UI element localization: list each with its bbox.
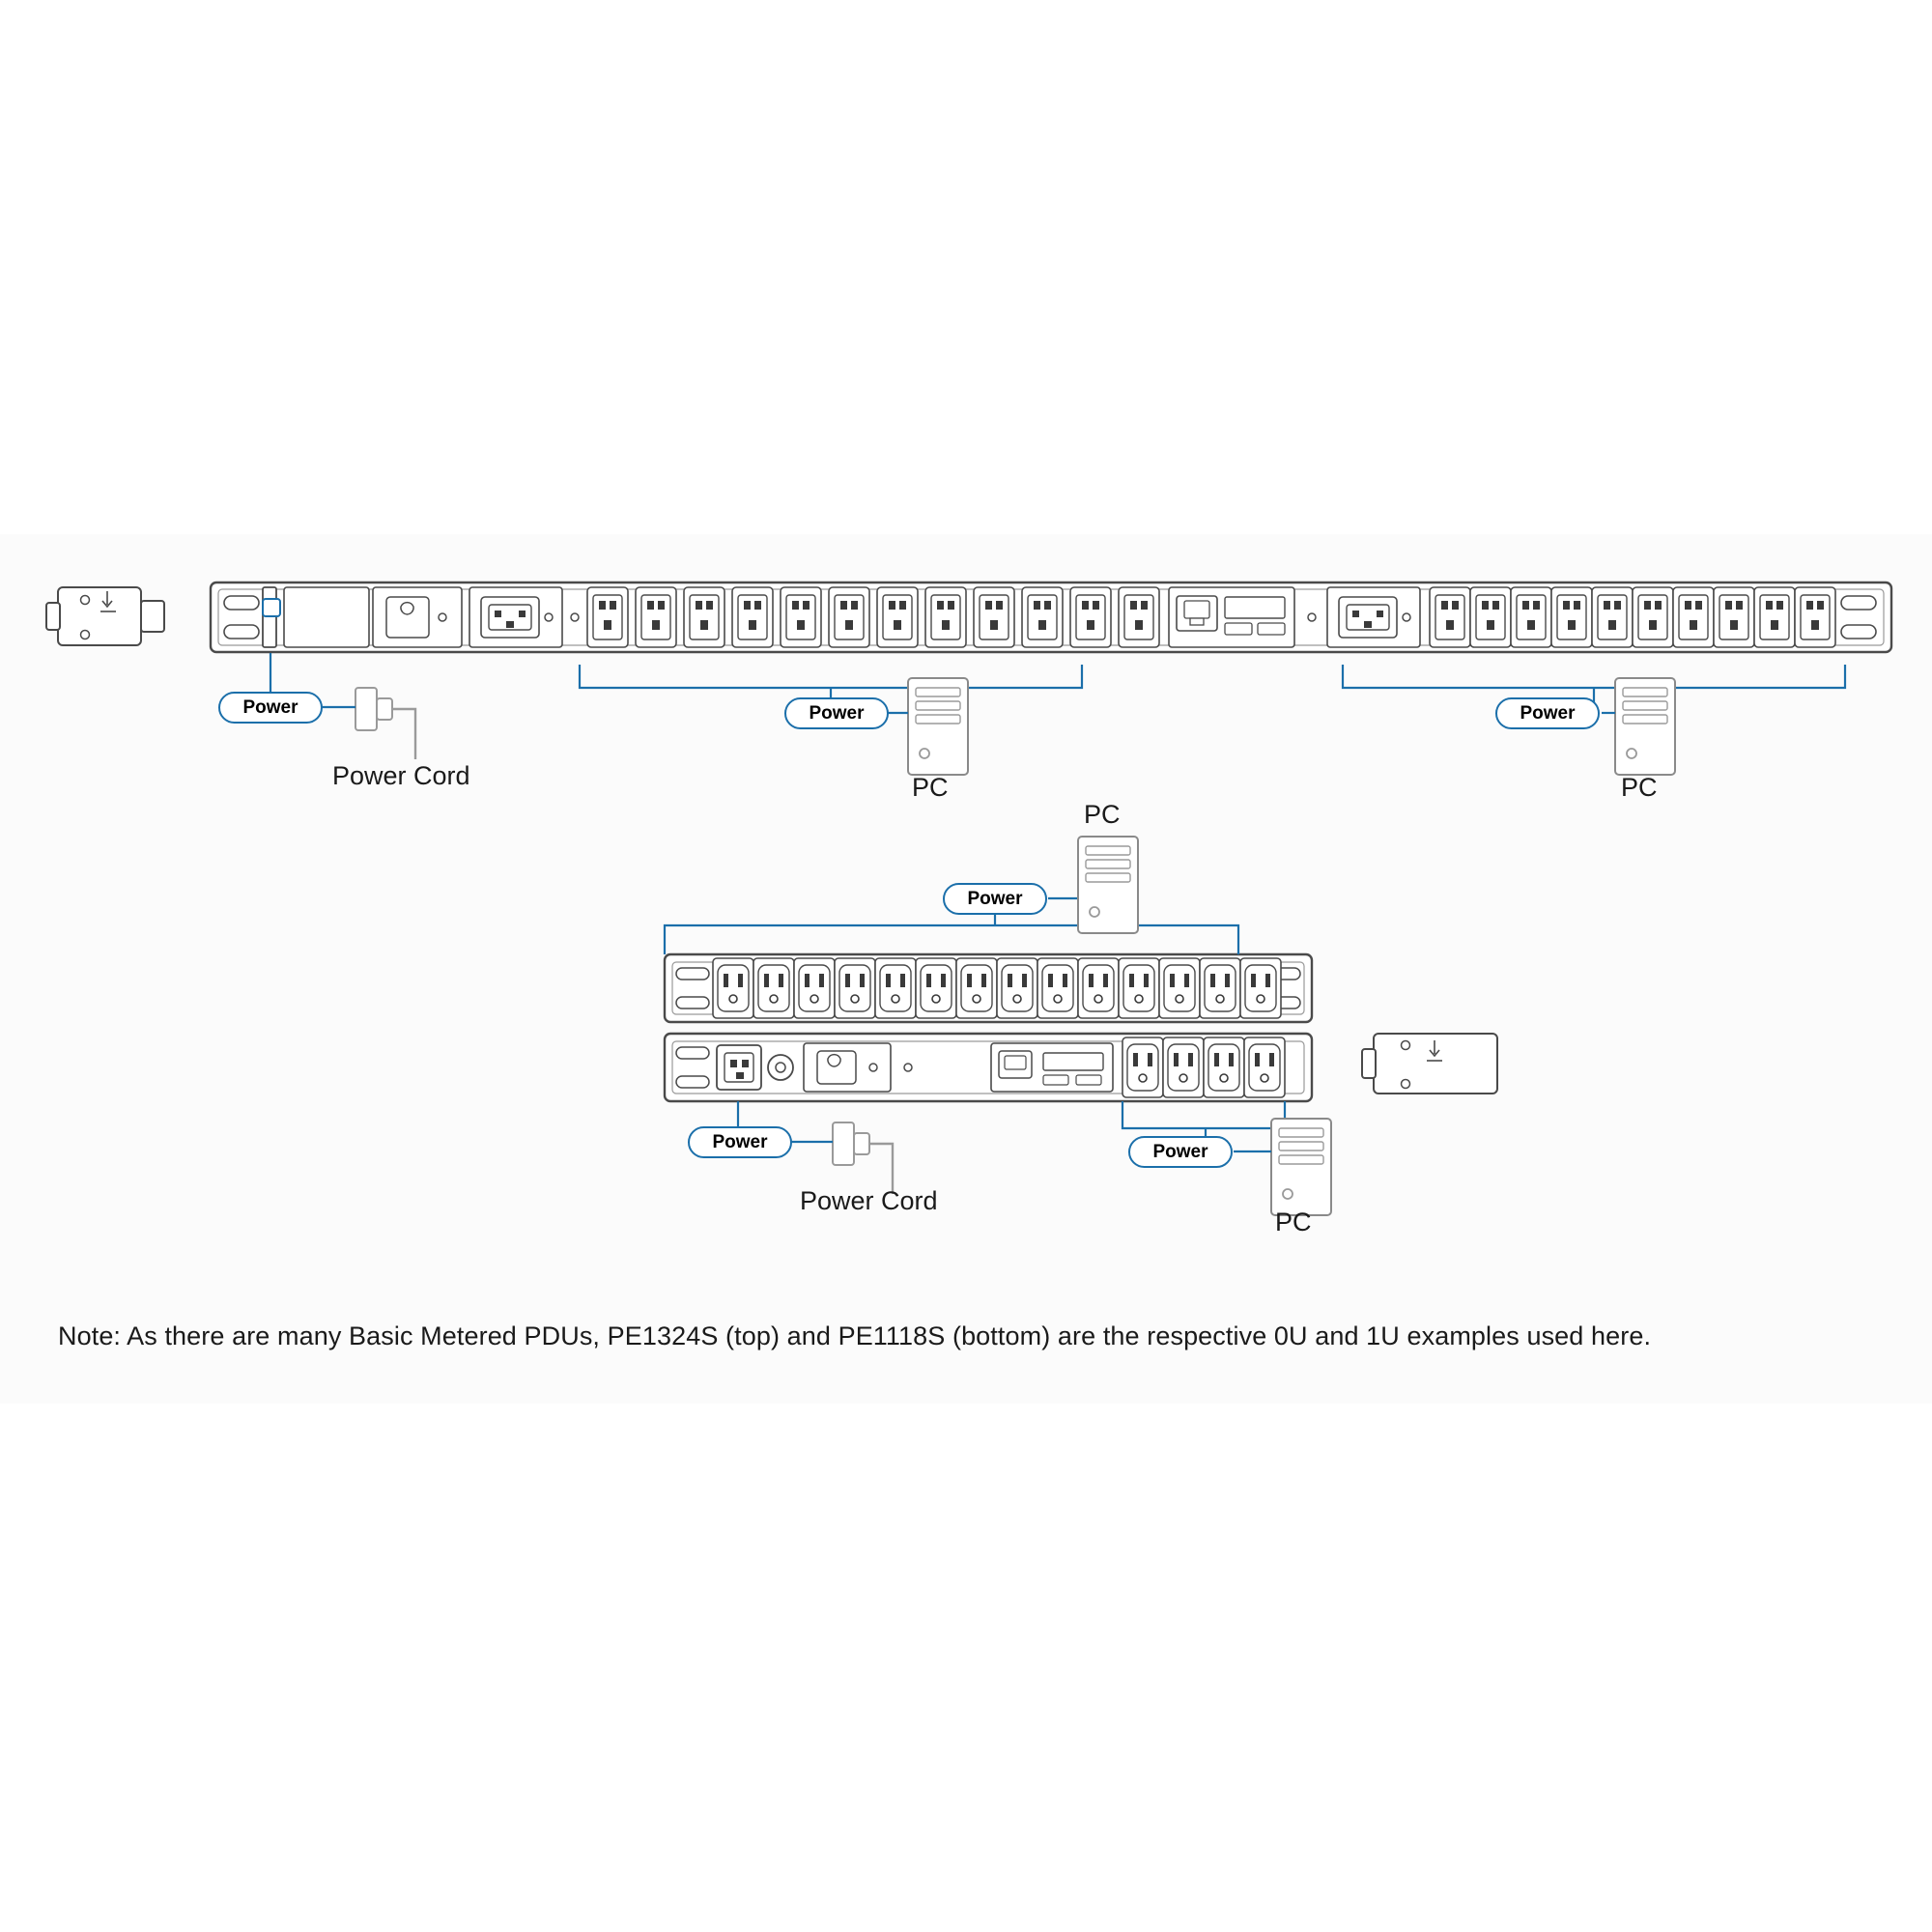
pdu-1u-rear-network-module: [991, 1043, 1113, 1092]
pdu-1u-rear-breaker[interactable]: [804, 1043, 891, 1092]
pdu-0u-network-module: [1169, 587, 1294, 647]
pc-bottom: [1234, 1119, 1331, 1215]
pdu-1u-mounting-bracket: [1362, 1034, 1497, 1094]
pc-mid: [1078, 837, 1138, 933]
pdu-0u-outlet-bank-2: [1430, 587, 1835, 647]
label-pc-bottom: PC: [1275, 1208, 1312, 1236]
label-power-cord-top: Power Cord: [332, 761, 470, 790]
callout-pc-top-left[interactable]: Power: [784, 697, 889, 729]
callout-pc-mid[interactable]: Power: [943, 883, 1047, 915]
pdu-0u-breaker[interactable]: [373, 587, 462, 647]
pdu-0u-left-bracket: [46, 587, 164, 645]
label-pc-mid: PC: [1084, 800, 1121, 829]
pdu-1u-rear-inlet: [717, 1045, 761, 1090]
pdu-0u-power-inlet-2: [1327, 587, 1420, 647]
label-power-cord-bottom: Power Cord: [800, 1186, 938, 1215]
callout-pc-top-right[interactable]: Power: [1495, 697, 1600, 729]
label-pc-top-left: PC: [912, 773, 949, 802]
pdu-0u-leaders: [270, 653, 1845, 713]
callout-power-cord-top[interactable]: Power: [218, 692, 323, 724]
pdu-0u-power-inlet: [469, 587, 562, 647]
label-pc-top-right: PC: [1621, 773, 1658, 802]
pdu-1u-front-device: [665, 954, 1312, 1022]
pdu-0u-device: [46, 582, 1891, 652]
pdu-1u-front-outlets: [713, 958, 1281, 1018]
pdu-1u-rear-device: [665, 1034, 1312, 1101]
diagram-note: Note: As there are many Basic Metered PDUs, PE1324S (top) and PE1118S (bottom) are the respective 0U and 1U examples used here.: [58, 1321, 1652, 1350]
callout-power-cord-bottom[interactable]: Power: [688, 1126, 792, 1158]
callout-pc-bottom[interactable]: Power: [1128, 1136, 1233, 1168]
pdu-1u-rear-outlets: [1122, 1037, 1285, 1097]
pc-top-right: [1602, 678, 1675, 775]
